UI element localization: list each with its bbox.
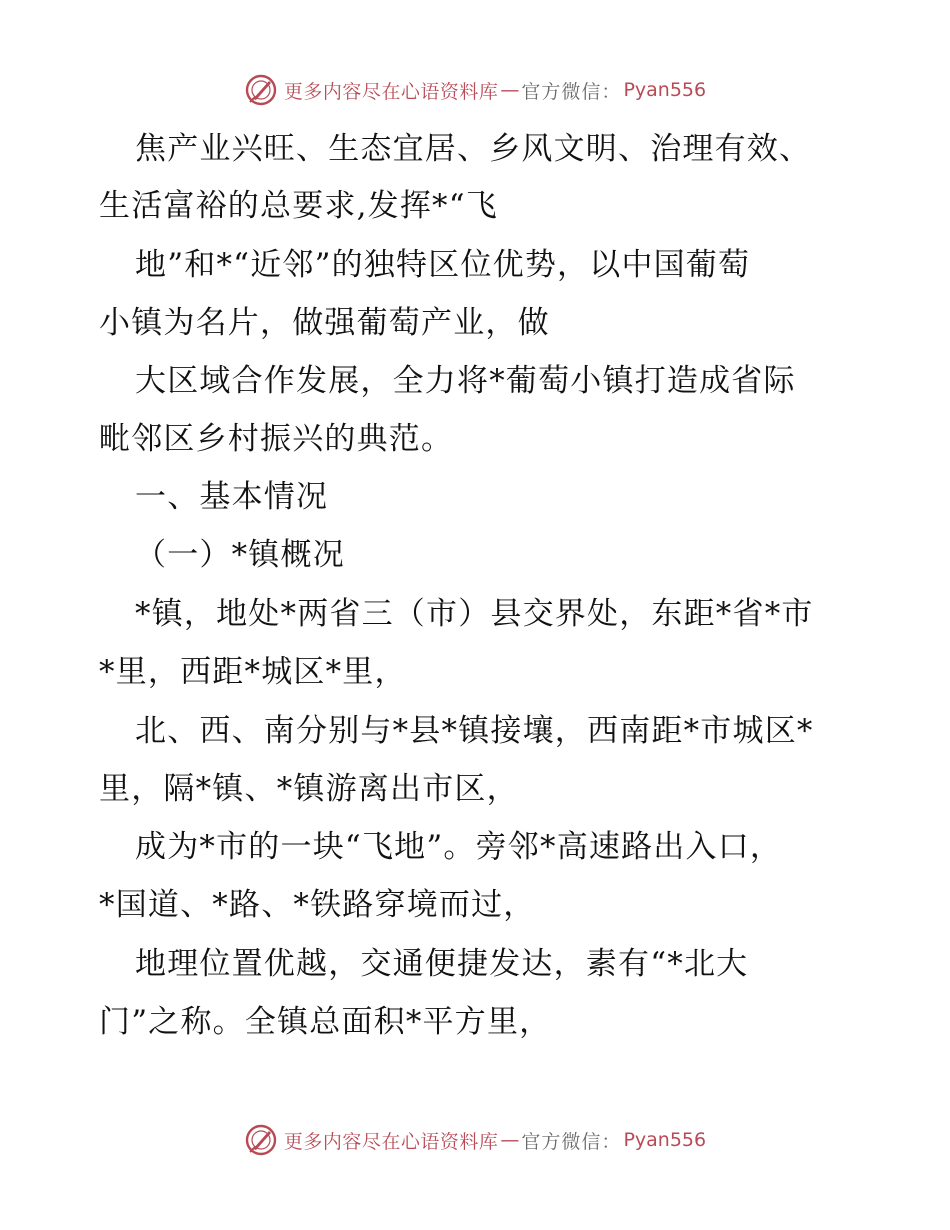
text-line: 门”之称。全镇总面积*平方里， [99, 1004, 552, 1040]
text-line: *国道、*路、*铁路穿境而过， [99, 887, 536, 923]
text-line: *里，西距*城区*里， [99, 654, 407, 690]
watermark-dash: — [500, 1129, 520, 1151]
header-watermark [0, 70, 950, 110]
watermark-dash: — [500, 79, 520, 101]
text-line: 生活富裕的总要求,发挥*“飞 [99, 188, 499, 224]
text-line: 地理位置优越，交通便捷发达，素有“*北大 [135, 946, 749, 982]
text-line: 地”和*“近邻”的独特区位优势，以中国葡萄 [135, 247, 751, 283]
text-line: 北、西、南分别与*县*镇接壤，西南距*市城区* [135, 713, 814, 749]
quill-logo-icon [244, 73, 278, 107]
subsection-heading: （一）*镇概况 [135, 537, 345, 573]
watermark-wechat-id: Pyan556 [623, 79, 707, 101]
text-line: 大区域合作发展，全力将*葡萄小镇打造成省际 [135, 363, 796, 399]
text-line: 毗邻区乡村振兴的典范。 [99, 421, 454, 457]
watermark-text: 更多内容尽在心语资料库 [283, 1130, 499, 1153]
watermark-text: 更多内容尽在心语资料库 [283, 80, 499, 103]
watermark-wechat-label: 官方微信： [521, 1130, 622, 1153]
footer-watermark [0, 1120, 950, 1160]
section-heading: 一、基本情况 [135, 479, 329, 515]
quill-logo-icon [244, 1123, 278, 1157]
text-line: 里，隔*镇、*镇游离出市区， [99, 771, 519, 807]
text-line: *镇，地处*两省三（市）县交界处，东距*省*市 [135, 596, 814, 632]
watermark-wechat-id: Pyan556 [623, 1129, 707, 1151]
watermark-wechat-label: 官方微信： [521, 80, 622, 103]
text-line: 焦产业兴旺、生态宜居、乡风文明、治理有效、 [135, 131, 812, 167]
text-line: 成为*市的一块“飞地”。旁邻*高速路出入口， [135, 829, 783, 865]
text-line: 小镇为名片，做强葡萄产业，做 [99, 305, 550, 341]
